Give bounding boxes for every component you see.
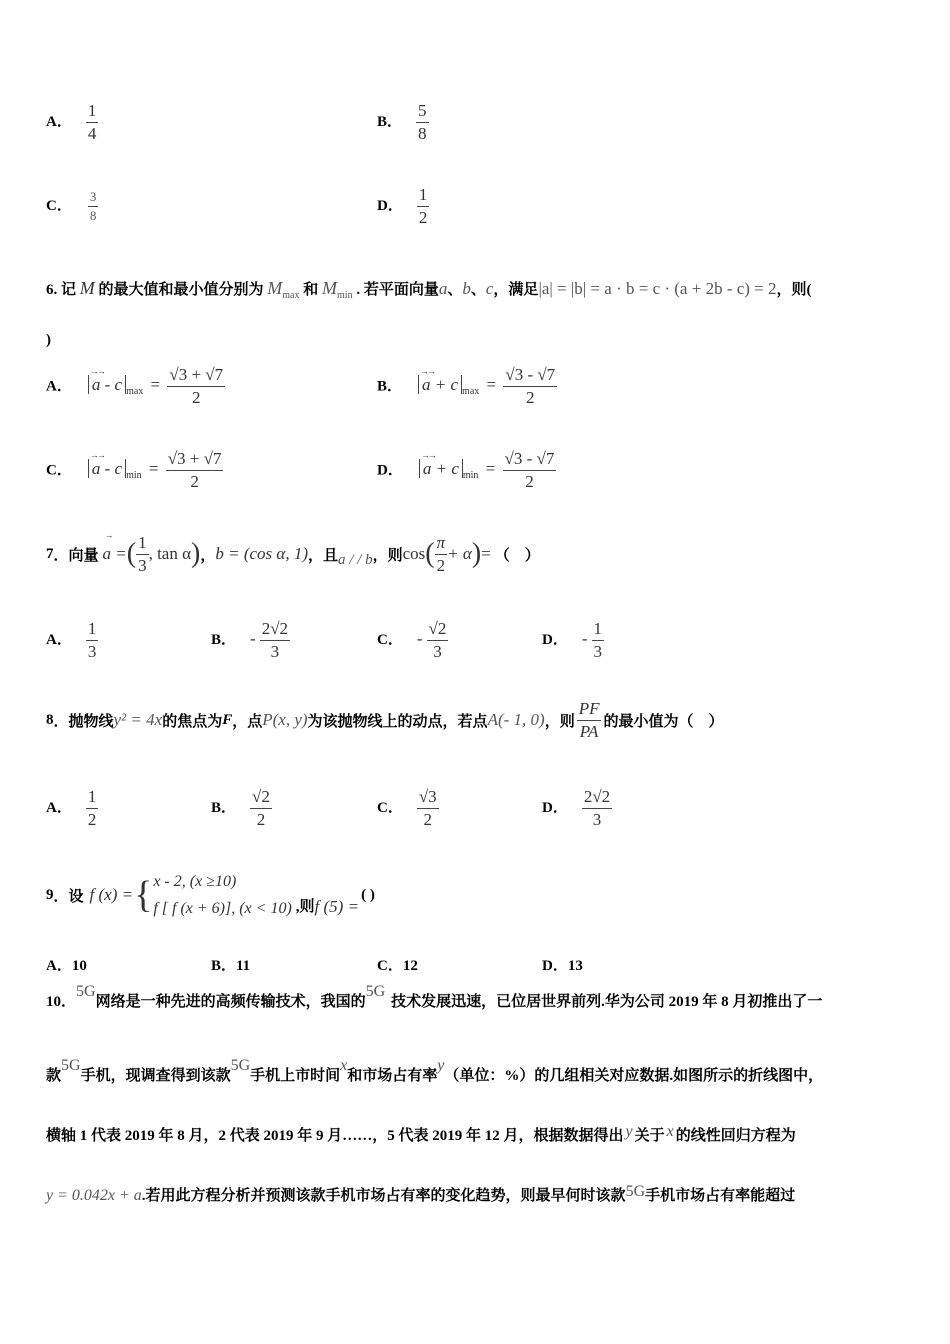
denominator: 2 [436, 555, 446, 575]
numerator: 2√2 [260, 620, 290, 641]
stem-text: ，则( [776, 282, 812, 298]
term-5g: 5G [365, 983, 386, 1000]
point-A: A(- 1, 0) [487, 710, 545, 730]
denominator: 2 [423, 809, 433, 829]
stem-text: 的最小值为（ ） [603, 713, 724, 730]
math-M-max [267, 278, 300, 301]
subscript: min [462, 470, 479, 482]
subscript: max [282, 290, 300, 301]
stem-text: ， [200, 547, 216, 564]
numerator: 1 [592, 620, 605, 641]
fraction [503, 450, 557, 491]
numerator: 2√2 [582, 788, 612, 809]
stem-text: . 若平面向量 [356, 282, 439, 298]
subscript: max [462, 386, 480, 398]
stem-text: ．向量 [53, 547, 99, 564]
subscript: max [126, 386, 144, 398]
denominator: 3 [87, 641, 97, 661]
option-label: C． [46, 462, 72, 479]
answer-paren: （ ） [494, 547, 540, 564]
q6-option-c[interactable] [46, 450, 223, 491]
q8-option-b[interactable] [211, 788, 272, 829]
fraction [250, 788, 272, 829]
stem-text: （单位：%）的几组相关对应数据.如图所示的折线图中， [444, 1068, 824, 1084]
arrow-icon: →→ [89, 450, 104, 461]
numerator: √3 [417, 788, 439, 809]
option-label: C． [46, 197, 72, 214]
answer-paren: ( ) [361, 886, 375, 903]
function-name: f (x) = [89, 885, 134, 905]
question-number: 7 [46, 545, 54, 562]
abs-expr: a - c [88, 459, 126, 478]
term-5g: 5G [625, 1183, 646, 1200]
stem-text: 关于 [634, 1128, 665, 1144]
var-x: x [666, 1123, 674, 1140]
numerator: √3 - √7 [503, 366, 557, 387]
denominator: 2 [87, 809, 97, 829]
option-label: A． [46, 114, 72, 131]
var-y: y [625, 1123, 633, 1140]
math-text: + α [447, 544, 472, 564]
stem-text: 的最大值和最小值分别为 [98, 282, 264, 298]
q7-option-a[interactable] [46, 620, 98, 661]
denominator: 3 [138, 555, 147, 575]
denominator: 3 [592, 809, 602, 829]
math-expression: →→ a + c $_{min}$ = $\frac{√3 - √7}{2}$ [420, 449, 555, 491]
stem-text: ,则 [295, 898, 315, 915]
q5-option-b[interactable] [377, 102, 429, 143]
fraction [417, 186, 430, 227]
q6-option-b[interactable] [377, 366, 557, 407]
arrow-icon: →→ [420, 366, 435, 377]
denominator: 4 [87, 123, 97, 143]
separator: 、 [470, 282, 486, 298]
option-label: A． [46, 632, 72, 649]
f5-expr: f (5) = [314, 897, 360, 917]
stem-text: 网络是一种先进的高频传输技术，我国的 [95, 994, 366, 1010]
math-expression: →→ a + c $_{max}$ = $\frac{√3 - √7}{2}$ [420, 365, 556, 407]
q9-stem [46, 868, 375, 922]
q10-line-1 [46, 983, 823, 1011]
denominator: 3 [270, 641, 280, 661]
numerator: √3 - √7 [503, 450, 557, 471]
stem-text: 横轴 1 代表 2019 年 8 月，2 代表 2019 年 9 月……，5 代表 2019 年 12 月，根据数据得出 [46, 1128, 624, 1144]
denominator: PA [579, 721, 599, 741]
stem-text: . 记 [53, 282, 77, 298]
numerator: 1 [417, 186, 430, 207]
denominator: 8 [418, 123, 427, 143]
denominator: 2 [190, 471, 199, 491]
fraction [86, 620, 99, 661]
term-5g: 5G [230, 1057, 251, 1074]
stem-text: 手机市场占有率能超过 [645, 1188, 796, 1204]
numerator: √2 [427, 620, 449, 641]
numerator: 1 [86, 620, 99, 641]
stem-text: ，点 [232, 713, 263, 730]
vector-c: c [485, 279, 494, 298]
abs-expr: a + c [419, 459, 463, 478]
math-text: cos [402, 544, 426, 564]
q6-close-paren: ) [46, 332, 51, 348]
q9-option-c[interactable]: C．12 [377, 958, 418, 974]
point-P: P(x, y) [262, 710, 308, 730]
denominator: 2 [256, 809, 266, 829]
fraction [166, 450, 224, 491]
q9-option-b[interactable]: B．11 [211, 958, 251, 974]
fraction [260, 620, 290, 661]
option-label: D． [377, 198, 403, 215]
numerator: 3 [88, 190, 99, 207]
stem-text: ，则 [372, 547, 403, 564]
fraction [592, 620, 605, 661]
math-text: a = [102, 544, 127, 564]
q6-stem [46, 278, 812, 301]
stem-text: 的线性回归方程为 [675, 1128, 796, 1144]
stem-text: ，则 [544, 713, 575, 730]
numerator: 5 [416, 102, 429, 123]
denominator: 2 [192, 387, 201, 407]
option-label: B． [211, 632, 237, 649]
q9-option-d[interactable]: D．13 [542, 958, 583, 974]
stem-text: 和 [303, 282, 319, 298]
brace-icon: { [134, 874, 153, 917]
math-text: = [481, 544, 491, 564]
vector-a: a [438, 279, 448, 298]
q8-option-a[interactable] [46, 788, 98, 829]
option-label: C． [377, 800, 403, 817]
fraction [86, 788, 99, 829]
q7-option-d[interactable] [542, 620, 604, 661]
parallel-expr: a / / b [338, 551, 373, 568]
q7-option-b[interactable] [211, 620, 290, 661]
case-1: x - 2, (x ≥10) [153, 873, 237, 890]
fraction [167, 366, 225, 407]
fraction [86, 102, 99, 143]
sign: - [581, 629, 588, 649]
option-label: A． [46, 378, 72, 395]
q9-option-a[interactable]: A．10 [46, 958, 87, 974]
q7-stem [46, 530, 540, 575]
denominator: 2 [526, 387, 535, 407]
sign: - [250, 629, 256, 649]
option-label: B． [377, 114, 403, 131]
var-x: x [340, 1057, 348, 1074]
q10-line-2 [46, 1057, 824, 1085]
ratio-fraction [577, 700, 602, 741]
q10-line-4 [46, 1184, 795, 1205]
regression-equation: y = 0.042x + a [46, 1187, 142, 1204]
stem-text: ．抛物线 [53, 713, 114, 730]
vector-b-def: b = (cos α, 1) [215, 544, 308, 564]
cos-expr: cos ( $\frac{\pi}{2}$ + α ) = [402, 533, 491, 575]
denominator: 8 [89, 207, 97, 223]
arrow-icon: →→ [89, 366, 104, 377]
numerator: 1 [86, 788, 99, 809]
piecewise-cases [153, 868, 291, 922]
numerator: PF [577, 700, 602, 721]
denominator: 3 [433, 641, 442, 661]
numerator: √2 [250, 788, 272, 809]
stem-text: 手机，现调查得到该款 [80, 1068, 231, 1084]
denominator: 2 [525, 471, 534, 491]
option-label: B． [211, 800, 237, 817]
math-condition: |a| = |b| = a · b = c · (a + 2b - c) = 2 [538, 279, 777, 298]
q5-option-d[interactable] [377, 186, 429, 227]
stem-text: ，且 [308, 547, 339, 564]
math-expression: →→ a - c $_{max}$ = $\frac{√3 + √7}{2}$ [89, 365, 224, 407]
fraction [417, 788, 439, 829]
fraction [88, 190, 99, 222]
stem-text: ，满足 [493, 282, 539, 298]
q10-line-3 [46, 1124, 796, 1145]
numerator: 1 [86, 102, 99, 123]
q5-option-c[interactable] [46, 190, 98, 222]
stem-text: ． [61, 994, 77, 1010]
denominator: 2 [418, 207, 428, 227]
fraction [503, 366, 557, 407]
option-label: D． [377, 462, 403, 479]
fraction [416, 102, 429, 143]
stem-text: 的焦点为 [162, 713, 223, 730]
numerator: √3 + √7 [166, 450, 224, 471]
q8-option-c[interactable] [377, 788, 439, 829]
subscript: min [337, 290, 353, 301]
stem-text: 款 [46, 1068, 62, 1084]
term-5g: 5G [76, 983, 96, 1000]
parabola-equation: y² = 4x [113, 710, 163, 730]
numerator: 1 [136, 534, 149, 555]
q6-option-d[interactable] [377, 450, 556, 491]
case-2: f [ f (x + 6)], (x < 10) [153, 900, 292, 918]
math-M-min [322, 278, 353, 301]
subscript: min [126, 470, 142, 482]
fraction [582, 788, 612, 829]
abs-expr: a + c [418, 375, 462, 394]
fraction [435, 534, 448, 575]
stem-text: 和市场占有率 [347, 1068, 438, 1084]
stem-text: 手机上市时间 [250, 1068, 341, 1084]
math-M: M [79, 278, 95, 298]
stem-text: ．设 [53, 888, 84, 905]
q7-option-c[interactable] [377, 620, 448, 661]
option-label: D． [542, 632, 568, 649]
stem-text: 为该抛物线上的动点，若点 [307, 713, 488, 730]
var-y: y [437, 1057, 445, 1074]
math-expression: →→ a - c $_{min}$ = $\frac{√3 + √7}{2}$ [89, 449, 222, 491]
arrow-icon: →→ [420, 450, 435, 461]
vector-b: b [462, 279, 471, 298]
option-label: A． [46, 800, 72, 817]
question-number: 6 [46, 282, 54, 298]
option-label: B． [377, 378, 403, 395]
fraction [136, 534, 149, 575]
question-number: 10 [46, 994, 61, 1010]
stem-text: .若用此方程分析并预测该款手机市场占有率的变化趋势，则最早何时该款 [141, 1188, 626, 1204]
separator: 、 [447, 282, 463, 298]
fraction [427, 620, 449, 661]
denominator: 3 [593, 641, 603, 661]
numerator: π [435, 534, 448, 555]
math-symbol: M [267, 278, 283, 298]
vector-a-def: → a = ( $\frac{1}{3}$ , tan α ) [102, 530, 201, 575]
math-symbol: M [322, 278, 338, 298]
sign: - [416, 629, 423, 649]
math-text: , tan α [148, 544, 192, 564]
q6-option-a[interactable] [46, 366, 225, 407]
stem-text: 技术发展迅速，已位居世界前列.华为公司 2019 年 8 月初推出了一 [391, 994, 823, 1010]
q8-stem [46, 700, 724, 741]
question-number: 8 [46, 711, 54, 728]
term-5g: 5G [61, 1057, 81, 1074]
question-number: 9 [46, 886, 54, 903]
option-label: D． [542, 800, 568, 817]
abs-expr: a - c [88, 375, 126, 394]
numerator: √3 + √7 [167, 366, 225, 387]
q5-option-a[interactable] [46, 102, 98, 143]
focus-label: F [222, 711, 233, 728]
option-label: C． [377, 632, 403, 649]
arrow-icon: → [104, 530, 112, 540]
q8-option-d[interactable] [542, 788, 612, 829]
